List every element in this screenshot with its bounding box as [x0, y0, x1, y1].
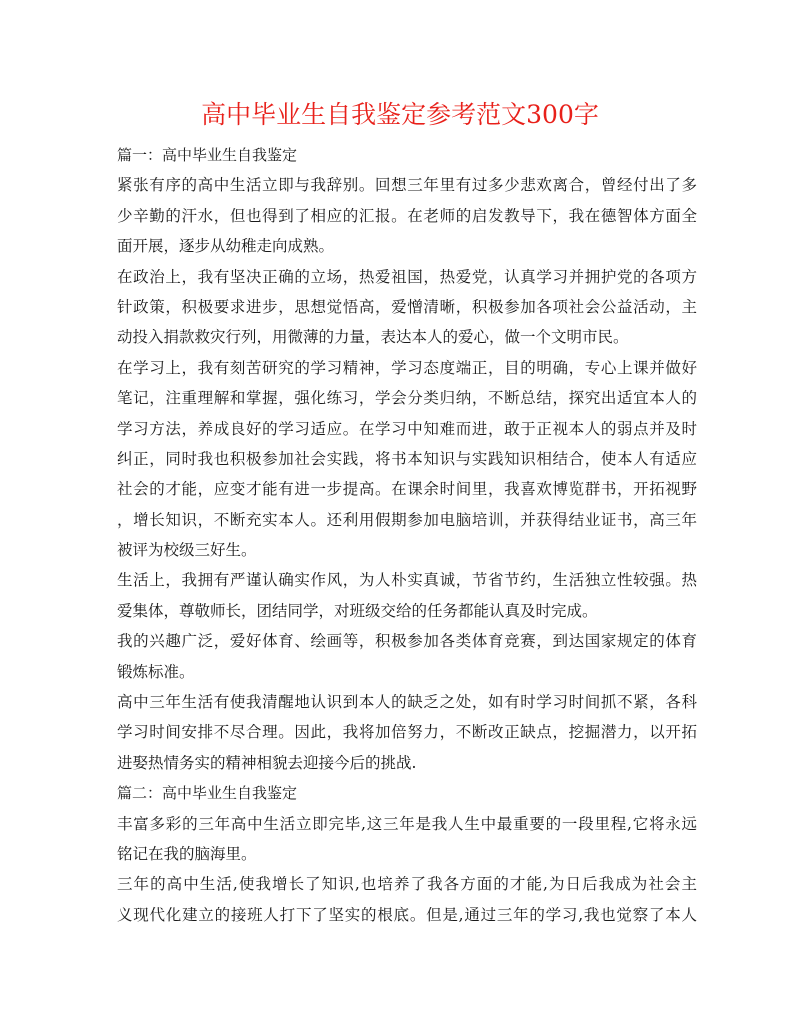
- paragraph-line: 笔记，注重理解和掌握，强化练习，学会分类归纳，不断总结，探究出适宜本人的: [117, 389, 697, 408]
- paragraph-line: 丰富多彩的三年高中生活立即完毕,这三年是我人生中最重要的一段里程,它将永远: [117, 814, 697, 833]
- paragraph-line: 紧张有序的高中生活立即与我辞别。回想三年里有过多少悲欢离合，曾经付出了多: [117, 176, 697, 195]
- paragraph-line: 学习方法，养成良好的学习适应。在学习中知难而进，敢于正视本人的弱点并及时: [117, 419, 697, 438]
- paragraph-line: 学习时间安排不尽合理。因此，我将加倍努力，不断改正缺点，挖掘潜力，以开拓: [117, 723, 697, 742]
- section-heading: 篇一：高中毕业生自我鉴定: [117, 146, 298, 164]
- paragraph-line: 在学习上，我有刻苦研究的学习精神，学习态度端正，目的明确，专心上课并做好: [117, 358, 697, 377]
- paragraph-line: 铭记在我的脑海里。: [117, 844, 257, 863]
- paragraph-line: 动投入捐款救灾行列，用微薄的力量，表达本人的爱心，做一个文明市民。: [117, 328, 629, 347]
- paragraph-line: 在政治上，我有坚决正确的立场，热爱祖国，热爱党，认真学习并拥护党的各项方: [117, 267, 697, 286]
- paragraph-line: 少辛勤的汗水，但也得到了相应的汇报。在老师的启发教导下，我在德智体方面全: [117, 206, 697, 225]
- paragraph-line: 社会的才能，应变才能有进一步提高。在课余时间里，我喜欢博览群书，开拓视野: [117, 480, 697, 499]
- paragraph-line: ，增长知识，不断充实本人。还利用假期参加电脑培训，并获得结业证书，高三年: [117, 510, 697, 529]
- paragraph-line: 我的兴趣广泛，爱好体育、绘画等，积极参加各类体育竞赛，到达国家规定的体育: [117, 632, 697, 651]
- paragraph-line: 生活上，我拥有严谨认确实作风，为人朴实真诚，节省节约，生活独立性较强。热: [117, 571, 697, 590]
- paragraph-line: 三年的高中生活,使我增长了知识,也培养了我各方面的才能,为日后我成为社会主: [117, 875, 697, 894]
- paragraph-line: 锻炼标准。: [117, 662, 195, 681]
- document-title: 高中毕业生自我鉴定参考范文300字: [201, 100, 599, 129]
- paragraph-line: 面开展，逐步从幼稚走向成熟。: [117, 237, 335, 256]
- paragraph-line: 针政策，积极要求进步，思想觉悟高，爱憎清晰，积极参加各项社会公益活动，主: [117, 297, 697, 316]
- paragraph-line: 高中三年生活有使我清醒地认识到本人的缺乏之处，如有时学习时间抓不紧，各科: [117, 693, 697, 712]
- section-heading: 篇二：高中毕业生自我鉴定: [117, 784, 298, 803]
- paragraph-line: 爱集体，尊敬师长，团结同学，对班级交给的任务都能认真及时完成。: [117, 601, 598, 620]
- paragraph-line: 义现代化建立的接班人打下了坚实的根底。但是,通过三年的学习,我也觉察了本人: [117, 905, 697, 924]
- paragraph-line: 纠正，同时我也积极参加社会实践，将书本知识与实践知识相结合，使本人有适应: [117, 449, 697, 468]
- paragraph-line: 被评为校级三好生。: [117, 541, 257, 560]
- document-body: [117, 140, 697, 930]
- paragraph-line: 进娶热情务实的精神相貌去迎接今后的挑战.: [117, 753, 417, 772]
